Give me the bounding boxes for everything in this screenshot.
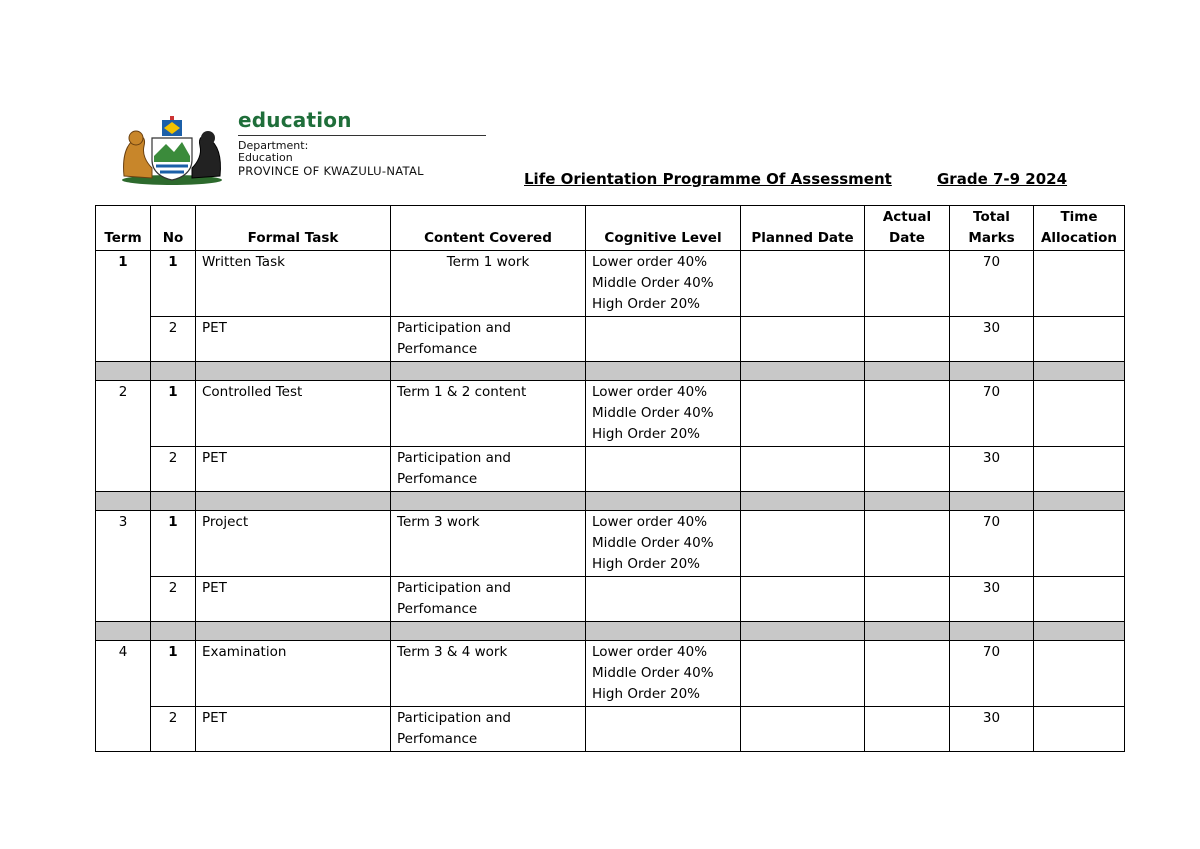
cognitive-level-line: High Order 20%: [592, 556, 700, 572]
cognitive-level-line: Middle Order 40%: [592, 405, 714, 421]
total-marks-cell: 30: [950, 707, 1034, 752]
planned-date-cell: [741, 641, 865, 707]
separator-cell: [96, 622, 151, 641]
separator-cell: [586, 492, 741, 511]
term-separator-row: [96, 362, 1125, 381]
cognitive-level-cell: [586, 641, 741, 707]
total-marks-cell: 30: [950, 577, 1034, 622]
cognitive-level-line: Lower order 40%: [592, 644, 708, 660]
no-cell: 2: [151, 447, 196, 492]
col-planned-date-header: Planned Date: [741, 206, 865, 251]
cognitive-level-line: Middle Order 40%: [592, 275, 714, 291]
table-row: [96, 707, 1125, 752]
logo-wordmark: education: [238, 108, 352, 132]
content-cell: Term 3 work: [391, 511, 586, 577]
time-allocation-cell: [1034, 251, 1125, 317]
col-actual-date-header: Actual Date: [865, 206, 950, 251]
separator-cell: [96, 362, 151, 381]
separator-cell: [865, 492, 950, 511]
col-term-header: Term: [96, 206, 151, 251]
col-time-allocation-header: Time Allocation: [1034, 206, 1125, 251]
separator-cell: [196, 492, 391, 511]
separator-cell: [391, 622, 586, 641]
time-allocation-cell: [1034, 707, 1125, 752]
actual-date-cell: [865, 577, 950, 622]
content-cell: Participation and Perfomance: [391, 577, 586, 622]
separator-cell: [1034, 492, 1125, 511]
col-no-header: No: [151, 206, 196, 251]
table-row: [96, 641, 1125, 707]
total-marks-cell: 70: [950, 511, 1034, 577]
content-cell: Participation and Perfomance: [391, 447, 586, 492]
separator-cell: [1034, 622, 1125, 641]
separator-cell: [391, 362, 586, 381]
content-cell: Term 1 work: [391, 251, 586, 317]
actual-date-cell: [865, 511, 950, 577]
actual-date-cell: [865, 251, 950, 317]
logo-province: PROVINCE OF KWAZULU-NATAL: [238, 164, 424, 178]
planned-date-cell: [741, 317, 865, 362]
cognitive-level-line: High Order 20%: [592, 426, 700, 442]
total-marks-cell: 70: [950, 381, 1034, 447]
term-cell: 1: [96, 251, 151, 362]
no-cell: 1: [151, 251, 196, 317]
table-header-row: [96, 206, 1125, 251]
document-title: Life Orientation Programme Of Assessment: [524, 170, 892, 188]
cognitive-level-cell: [586, 447, 741, 492]
cognitive-level-line: Lower order 40%: [592, 254, 708, 270]
actual-date-cell: [865, 641, 950, 707]
time-allocation-cell: [1034, 511, 1125, 577]
separator-cell: [741, 362, 865, 381]
table-body: [96, 251, 1125, 752]
no-cell: 2: [151, 577, 196, 622]
time-allocation-cell: [1034, 381, 1125, 447]
no-cell: 2: [151, 317, 196, 362]
content-cell: Term 3 & 4 work: [391, 641, 586, 707]
separator-cell: [950, 362, 1034, 381]
content-cell: Participation and Perfomance: [391, 317, 586, 362]
col-total-marks-header: Total Marks: [950, 206, 1034, 251]
cognitive-level-cell: [586, 251, 741, 317]
formal-task-cell: PET: [196, 447, 391, 492]
separator-cell: [151, 362, 196, 381]
total-marks-cell: 70: [950, 251, 1034, 317]
total-marks-cell: 30: [950, 447, 1034, 492]
formal-task-cell: Project: [196, 511, 391, 577]
term-separator-row: [96, 622, 1125, 641]
time-allocation-cell: [1034, 577, 1125, 622]
cognitive-level-line: Middle Order 40%: [592, 665, 714, 681]
logo-department: [238, 140, 308, 164]
time-allocation-cell: [1034, 447, 1125, 492]
separator-cell: [865, 362, 950, 381]
separator-cell: [586, 622, 741, 641]
table-row: [96, 577, 1125, 622]
separator-cell: [151, 622, 196, 641]
table-row: [96, 381, 1125, 447]
col-formal-task-header: Formal Task: [196, 206, 391, 251]
separator-cell: [196, 622, 391, 641]
separator-cell: [196, 362, 391, 381]
separator-cell: [741, 622, 865, 641]
table-row: [96, 317, 1125, 362]
formal-task-cell: Controlled Test: [196, 381, 391, 447]
no-cell: 1: [151, 511, 196, 577]
logo-divider: [238, 135, 486, 136]
cognitive-level-line: High Order 20%: [592, 296, 700, 312]
planned-date-cell: [741, 707, 865, 752]
separator-cell: [741, 492, 865, 511]
planned-date-cell: [741, 447, 865, 492]
planned-date-cell: [741, 251, 865, 317]
coat-of-arms-icon: [116, 116, 228, 186]
col-content-covered-header: Content Covered: [391, 206, 586, 251]
formal-task-cell: Written Task: [196, 251, 391, 317]
separator-cell: [391, 492, 586, 511]
cognitive-level-cell: [586, 707, 741, 752]
term-cell: 2: [96, 381, 151, 492]
document-grade: Grade 7-9 2024: [937, 170, 1068, 188]
separator-cell: [151, 492, 196, 511]
content-cell: Term 1 & 2 content: [391, 381, 586, 447]
actual-date-cell: [865, 381, 950, 447]
cognitive-level-cell: [586, 577, 741, 622]
total-marks-cell: 70: [950, 641, 1034, 707]
formal-task-cell: PET: [196, 317, 391, 362]
separator-cell: [950, 622, 1034, 641]
term-separator-row: [96, 492, 1125, 511]
department-logo: [116, 108, 506, 188]
planned-date-cell: [741, 577, 865, 622]
planned-date-cell: [741, 381, 865, 447]
term-cell: 3: [96, 511, 151, 622]
col-cognitive-level-header: Cognitive Level: [586, 206, 741, 251]
separator-cell: [950, 492, 1034, 511]
no-cell: 2: [151, 707, 196, 752]
table-row: [96, 511, 1125, 577]
no-cell: 1: [151, 381, 196, 447]
cognitive-level-cell: [586, 317, 741, 362]
total-marks-cell: 30: [950, 317, 1034, 362]
separator-cell: [96, 492, 151, 511]
cognitive-level-line: Lower order 40%: [592, 514, 708, 530]
no-cell: 1: [151, 641, 196, 707]
cognitive-level-cell: [586, 381, 741, 447]
actual-date-cell: [865, 317, 950, 362]
actual-date-cell: [865, 707, 950, 752]
term-cell: 4: [96, 641, 151, 752]
table-row: [96, 251, 1125, 317]
separator-cell: [586, 362, 741, 381]
cognitive-level-line: High Order 20%: [592, 686, 700, 702]
formal-task-cell: PET: [196, 577, 391, 622]
content-cell: Participation and Perfomance: [391, 707, 586, 752]
separator-cell: [865, 622, 950, 641]
cognitive-level-line: Middle Order 40%: [592, 535, 714, 551]
formal-task-cell: Examination: [196, 641, 391, 707]
planned-date-cell: [741, 511, 865, 577]
assessment-table: [95, 205, 1125, 752]
actual-date-cell: [865, 447, 950, 492]
cognitive-level-cell: [586, 511, 741, 577]
time-allocation-cell: [1034, 317, 1125, 362]
time-allocation-cell: [1034, 641, 1125, 707]
logo-department-line1: Department:: [238, 139, 309, 152]
table-row: [96, 447, 1125, 492]
cognitive-level-line: Lower order 40%: [592, 384, 708, 400]
logo-department-line2: Education: [238, 151, 293, 164]
formal-task-cell: PET: [196, 707, 391, 752]
separator-cell: [1034, 362, 1125, 381]
